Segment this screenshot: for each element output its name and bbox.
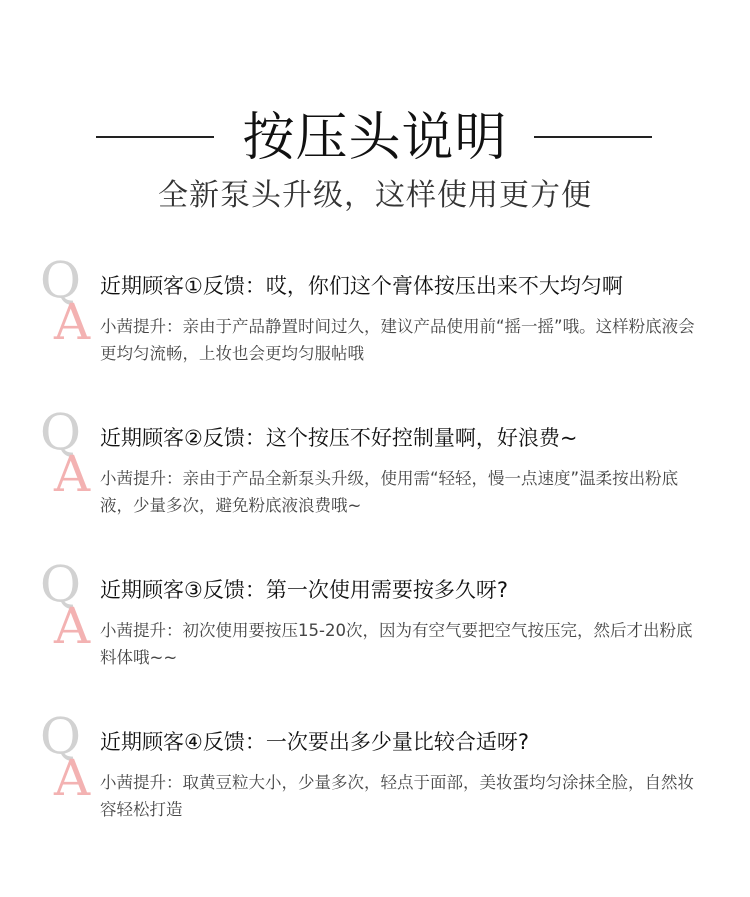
page-title: 按压头说明 — [242, 108, 508, 168]
a-letter-icon: A — [54, 293, 91, 351]
qa-item-2 — [40, 403, 720, 530]
qa-question: 近期顾客①反馈：哎，你们这个膏体按压出来不大均匀啊 — [100, 274, 623, 298]
qa-answer: 小茜提升：取黄豆粒大小，少量多次，轻点于面部，美妆蛋均匀涂抹全脸，自然妆容轻松打造 — [100, 773, 694, 819]
title-right-rule — [534, 136, 652, 138]
a-letter-icon: A — [54, 597, 91, 655]
a-letter-icon: A — [54, 445, 91, 503]
a-letter-icon: A — [54, 749, 91, 807]
header — [0, 100, 750, 180]
qa-item-3 — [40, 555, 720, 682]
qa-answer: 小茜提升：亲由于产品静置时间过久，建议产品使用前“摇一摇”哦。这样粉底液会更均匀流畅，上妆也会更均匀服帖哦 — [100, 317, 695, 363]
q-letter-icon: Q — [40, 707, 81, 765]
q-letter-icon: Q — [40, 251, 81, 309]
qa-question: 近期顾客④反馈：一次要出多少量比较合适呀? — [100, 730, 529, 754]
qa-answer: 小茜提升：亲由于产品全新泵头升级，使用需“轻轻，慢一点速度”温柔按出粉底液，少量多次，避免粉底液浪费哦~ — [100, 469, 679, 515]
qa-question: 近期顾客③反馈：第一次使用需要按多久呀? — [100, 578, 508, 602]
qa-item-1 — [40, 251, 720, 378]
qa-item-4 — [40, 707, 720, 834]
qa-question: 近期顾客②反馈：这个按压不好控制量啊，好浪费~ — [100, 426, 578, 450]
qa-answer: 小茜提升：初次使用要按压15-20次，因为有空气要把空气按压完，然后才出粉底料体哦~~ — [100, 621, 693, 667]
q-letter-icon: Q — [40, 403, 81, 461]
q-letter-icon: Q — [40, 555, 81, 613]
page-subtitle: 全新泵头升级，这样使用更方便 — [158, 178, 592, 213]
